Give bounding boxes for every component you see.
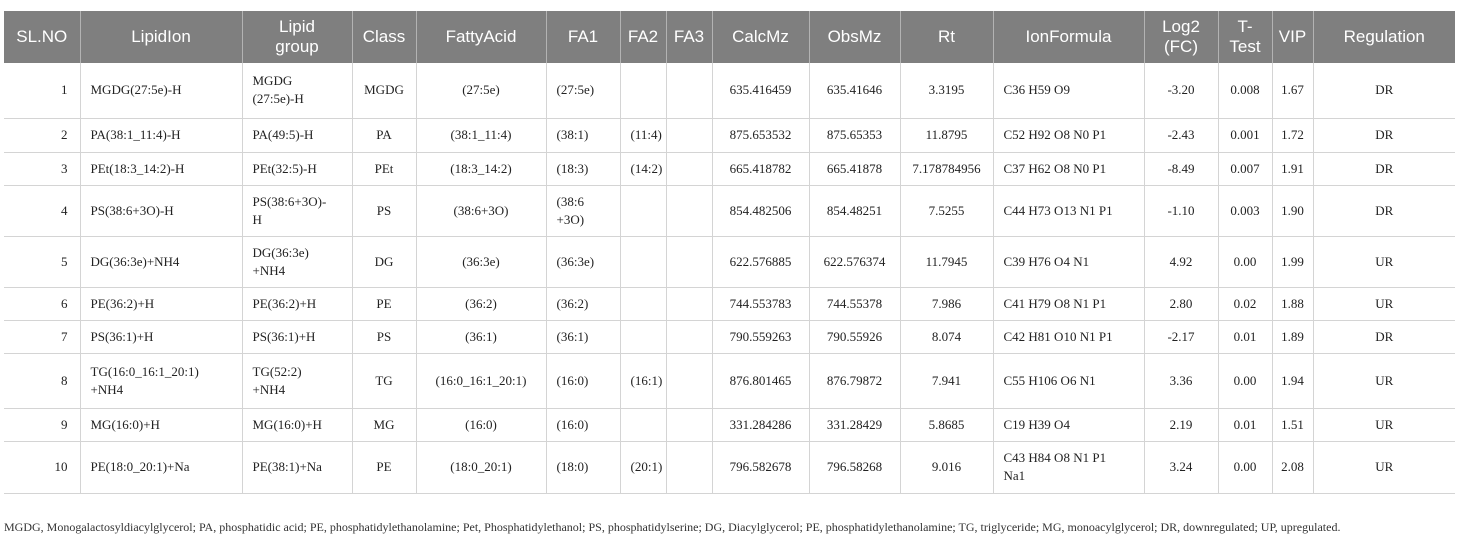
vip-cell: 2.08 — [1272, 441, 1313, 493]
lipid-ion-cell: MGDG(27:5e)-H — [80, 63, 242, 118]
obs-mz-cell: 622.576374 — [809, 236, 900, 287]
class-cell: DG — [352, 236, 416, 287]
col-obs-mz-header: ObsMz — [809, 11, 900, 63]
lipid-group-cell: DG(36:3e) +NH4 — [242, 236, 352, 287]
regulation-cell: UR — [1313, 287, 1455, 320]
fatty-acid-cell: (38:6+3O) — [416, 185, 546, 236]
fa2-cell — [620, 236, 666, 287]
vip-cell: 1.91 — [1272, 152, 1313, 185]
vip-cell: 1.99 — [1272, 236, 1313, 287]
ion-formula-cell: C52 H92 O8 N0 P1 — [993, 118, 1144, 152]
table-row — [4, 353, 1455, 408]
lipid-ion-cell: PS(38:6+3O)-H — [80, 185, 242, 236]
fa3-cell — [666, 236, 712, 287]
t-test-cell: 0.003 — [1218, 185, 1272, 236]
fa1-cell: (36:1) — [546, 320, 620, 353]
col-fatty-acid-header: FattyAcid — [416, 11, 546, 63]
obs-mz-cell: 876.79872 — [809, 353, 900, 408]
fa3-cell — [666, 320, 712, 353]
col-ion-formula-header: IonFormula — [993, 11, 1144, 63]
fa2-cell: (14:2) — [620, 152, 666, 185]
table-row — [4, 320, 1455, 353]
lipid-ion-cell: PE(36:2)+H — [80, 287, 242, 320]
col-calc-mz-header: CalcMz — [712, 11, 809, 63]
calc-mz-cell: 622.576885 — [712, 236, 809, 287]
obs-mz-cell: 635.41646 — [809, 63, 900, 118]
calc-mz-cell: 744.553783 — [712, 287, 809, 320]
rt-cell: 11.7945 — [900, 236, 993, 287]
fatty-acid-cell: (36:2) — [416, 287, 546, 320]
calc-mz-cell: 875.653532 — [712, 118, 809, 152]
obs-mz-cell: 331.28429 — [809, 408, 900, 441]
obs-mz-cell: 790.55926 — [809, 320, 900, 353]
calc-mz-cell: 854.482506 — [712, 185, 809, 236]
rt-cell: 9.016 — [900, 441, 993, 493]
t-test-cell: 0.007 — [1218, 152, 1272, 185]
table-row — [4, 118, 1455, 152]
log2-fc-cell: -1.10 — [1144, 185, 1218, 236]
vip-cell: 1.51 — [1272, 408, 1313, 441]
table-footnote: MGDG, Monogalactosyldiacylglycerol; PA, phosphatidic acid; PE, phosphatidylethanolamine; Pet, Phosphatidylethanol; PS, phosphatidylserine; DG, Diacylglycerol; PE, phosphatidylethanolamine; TG, triglyceride; MG, monoacylglycerol; DR, downregulated; UP, upregulated. — [4, 520, 1341, 534]
col-rt-header: Rt — [900, 11, 993, 63]
fa2-cell — [620, 320, 666, 353]
sl-no-cell: 2 — [4, 118, 80, 152]
lipid-ion-cell: PE(18:0_20:1)+Na — [80, 441, 242, 493]
col-sl-no-header: SL.NO — [4, 11, 80, 63]
regulation-cell: UR — [1313, 353, 1455, 408]
fa1-cell: (38:1) — [546, 118, 620, 152]
lipid-group-cell: PEt(32:5)-H — [242, 152, 352, 185]
col-lipid-group-header: Lipid group — [242, 11, 352, 63]
fa2-cell: (11:4) — [620, 118, 666, 152]
regulation-cell: DR — [1313, 118, 1455, 152]
col-lipid-ion-header: LipidIon — [80, 11, 242, 63]
log2-fc-cell: 2.19 — [1144, 408, 1218, 441]
calc-mz-cell: 790.559263 — [712, 320, 809, 353]
lipid-group-cell: MG(16:0)+H — [242, 408, 352, 441]
class-cell: PS — [352, 320, 416, 353]
fa3-cell — [666, 287, 712, 320]
fa1-cell: (18:0) — [546, 441, 620, 493]
fa2-cell — [620, 185, 666, 236]
t-test-cell: 0.001 — [1218, 118, 1272, 152]
fa2-cell — [620, 287, 666, 320]
table-row — [4, 408, 1455, 441]
calc-mz-cell: 876.801465 — [712, 353, 809, 408]
ion-formula-cell: C41 H79 O8 N1 P1 — [993, 287, 1144, 320]
ion-formula-cell: C42 H81 O10 N1 P1 — [993, 320, 1144, 353]
fa3-cell — [666, 63, 712, 118]
ion-formula-cell: C39 H76 O4 N1 — [993, 236, 1144, 287]
lipid-group-cell: PE(36:2)+H — [242, 287, 352, 320]
table-row — [4, 441, 1455, 493]
table-header-row — [4, 11, 1455, 63]
calc-mz-cell: 796.582678 — [712, 441, 809, 493]
col-vip-header: VIP — [1272, 11, 1313, 63]
fa1-cell: (36:3e) — [546, 236, 620, 287]
lipid-group-cell: MGDG (27:5e)-H — [242, 63, 352, 118]
vip-cell: 1.67 — [1272, 63, 1313, 118]
regulation-cell: UR — [1313, 408, 1455, 441]
fa2-cell — [620, 63, 666, 118]
obs-mz-cell: 665.41878 — [809, 152, 900, 185]
ion-formula-cell: C55 H106 O6 N1 — [993, 353, 1144, 408]
sl-no-cell: 10 — [4, 441, 80, 493]
class-cell: PEt — [352, 152, 416, 185]
t-test-cell: 0.00 — [1218, 441, 1272, 493]
obs-mz-cell: 854.48251 — [809, 185, 900, 236]
obs-mz-cell: 875.65353 — [809, 118, 900, 152]
fa3-cell — [666, 353, 712, 408]
col-log2-fc-header: Log2 (FC) — [1144, 11, 1218, 63]
sl-no-cell: 3 — [4, 152, 80, 185]
fa3-cell — [666, 185, 712, 236]
log2-fc-cell: -3.20 — [1144, 63, 1218, 118]
table-row — [4, 236, 1455, 287]
class-cell: PE — [352, 441, 416, 493]
log2-fc-cell: 2.80 — [1144, 287, 1218, 320]
class-cell: MG — [352, 408, 416, 441]
table-row — [4, 185, 1455, 236]
lipid-ion-cell: TG(16:0_16:1_20:1) +NH4 — [80, 353, 242, 408]
class-cell: TG — [352, 353, 416, 408]
rt-cell: 7.986 — [900, 287, 993, 320]
lipid-group-cell: PS(38:6+3O)- H — [242, 185, 352, 236]
rt-cell: 8.074 — [900, 320, 993, 353]
sl-no-cell: 9 — [4, 408, 80, 441]
t-test-cell: 0.00 — [1218, 236, 1272, 287]
ion-formula-cell: C19 H39 O4 — [993, 408, 1144, 441]
sl-no-cell: 5 — [4, 236, 80, 287]
fa1-cell: (18:3) — [546, 152, 620, 185]
rt-cell: 7.178784956 — [900, 152, 993, 185]
sl-no-cell: 4 — [4, 185, 80, 236]
log2-fc-cell: -2.43 — [1144, 118, 1218, 152]
table-row — [4, 152, 1455, 185]
ion-formula-cell: C37 H62 O8 N0 P1 — [993, 152, 1144, 185]
t-test-cell: 0.01 — [1218, 408, 1272, 441]
regulation-cell: DR — [1313, 63, 1455, 118]
fa1-cell: (16:0) — [546, 408, 620, 441]
regulation-cell: UR — [1313, 441, 1455, 493]
lipid-ion-cell: PS(36:1)+H — [80, 320, 242, 353]
col-fa2-header: FA2 — [620, 11, 666, 63]
col-fa1-header: FA1 — [546, 11, 620, 63]
rt-cell: 11.8795 — [900, 118, 993, 152]
sl-no-cell: 8 — [4, 353, 80, 408]
calc-mz-cell: 665.418782 — [712, 152, 809, 185]
t-test-cell: 0.02 — [1218, 287, 1272, 320]
lipid-group-cell: TG(52:2) +NH4 — [242, 353, 352, 408]
class-cell: PE — [352, 287, 416, 320]
obs-mz-cell: 744.55378 — [809, 287, 900, 320]
fa1-cell: (36:2) — [546, 287, 620, 320]
t-test-cell: 0.008 — [1218, 63, 1272, 118]
fatty-acid-cell: (16:0_16:1_20:1) — [416, 353, 546, 408]
col-t-test-header: T- Test — [1218, 11, 1272, 63]
fa3-cell — [666, 441, 712, 493]
sl-no-cell: 7 — [4, 320, 80, 353]
lipid-ion-cell: PA(38:1_11:4)-H — [80, 118, 242, 152]
fa1-cell: (16:0) — [546, 353, 620, 408]
col-class-header: Class — [352, 11, 416, 63]
fatty-acid-cell: (38:1_11:4) — [416, 118, 546, 152]
class-cell: PS — [352, 185, 416, 236]
log2-fc-cell: -8.49 — [1144, 152, 1218, 185]
calc-mz-cell: 635.416459 — [712, 63, 809, 118]
vip-cell: 1.72 — [1272, 118, 1313, 152]
fa2-cell: (16:1) — [620, 353, 666, 408]
vip-cell: 1.94 — [1272, 353, 1313, 408]
log2-fc-cell: 4.92 — [1144, 236, 1218, 287]
sl-no-cell: 6 — [4, 287, 80, 320]
ion-formula-cell: C36 H59 O9 — [993, 63, 1144, 118]
fa3-cell — [666, 118, 712, 152]
lipid-group-cell: PA(49:5)-H — [242, 118, 352, 152]
rt-cell: 3.3195 — [900, 63, 993, 118]
ion-formula-cell: C44 H73 O13 N1 P1 — [993, 185, 1144, 236]
fatty-acid-cell: (16:0) — [416, 408, 546, 441]
fa3-cell — [666, 152, 712, 185]
class-cell: PA — [352, 118, 416, 152]
rt-cell: 5.8685 — [900, 408, 993, 441]
regulation-cell: DR — [1313, 185, 1455, 236]
t-test-cell: 0.01 — [1218, 320, 1272, 353]
lipid-ion-cell: MG(16:0)+H — [80, 408, 242, 441]
lipid-ion-cell: DG(36:3e)+NH4 — [80, 236, 242, 287]
rt-cell: 7.5255 — [900, 185, 993, 236]
fa3-cell — [666, 408, 712, 441]
class-cell: MGDG — [352, 63, 416, 118]
fa1-cell: (27:5e) — [546, 63, 620, 118]
lipid-group-cell: PS(36:1)+H — [242, 320, 352, 353]
vip-cell: 1.90 — [1272, 185, 1313, 236]
sl-no-cell: 1 — [4, 63, 80, 118]
fatty-acid-cell: (18:3_14:2) — [416, 152, 546, 185]
lipid-table — [4, 11, 1455, 494]
vip-cell: 1.88 — [1272, 287, 1313, 320]
log2-fc-cell: 3.36 — [1144, 353, 1218, 408]
table-row — [4, 63, 1455, 118]
ion-formula-cell: C43 H84 O8 N1 P1 Na1 — [993, 441, 1144, 493]
t-test-cell: 0.00 — [1218, 353, 1272, 408]
log2-fc-cell: -2.17 — [1144, 320, 1218, 353]
fa2-cell: (20:1) — [620, 441, 666, 493]
regulation-cell: DR — [1313, 152, 1455, 185]
table-body — [4, 63, 1455, 493]
regulation-cell: UR — [1313, 236, 1455, 287]
fatty-acid-cell: (36:3e) — [416, 236, 546, 287]
table-row — [4, 287, 1455, 320]
fa2-cell — [620, 408, 666, 441]
fa1-cell: (38:6 +3O) — [546, 185, 620, 236]
col-fa3-header: FA3 — [666, 11, 712, 63]
log2-fc-cell: 3.24 — [1144, 441, 1218, 493]
fatty-acid-cell: (18:0_20:1) — [416, 441, 546, 493]
obs-mz-cell: 796.58268 — [809, 441, 900, 493]
fatty-acid-cell: (27:5e) — [416, 63, 546, 118]
calc-mz-cell: 331.284286 — [712, 408, 809, 441]
vip-cell: 1.89 — [1272, 320, 1313, 353]
fatty-acid-cell: (36:1) — [416, 320, 546, 353]
lipid-group-cell: PE(38:1)+Na — [242, 441, 352, 493]
regulation-cell: DR — [1313, 320, 1455, 353]
lipid-ion-cell: PEt(18:3_14:2)-H — [80, 152, 242, 185]
col-regulation-header: Regulation — [1313, 11, 1455, 63]
rt-cell: 7.941 — [900, 353, 993, 408]
